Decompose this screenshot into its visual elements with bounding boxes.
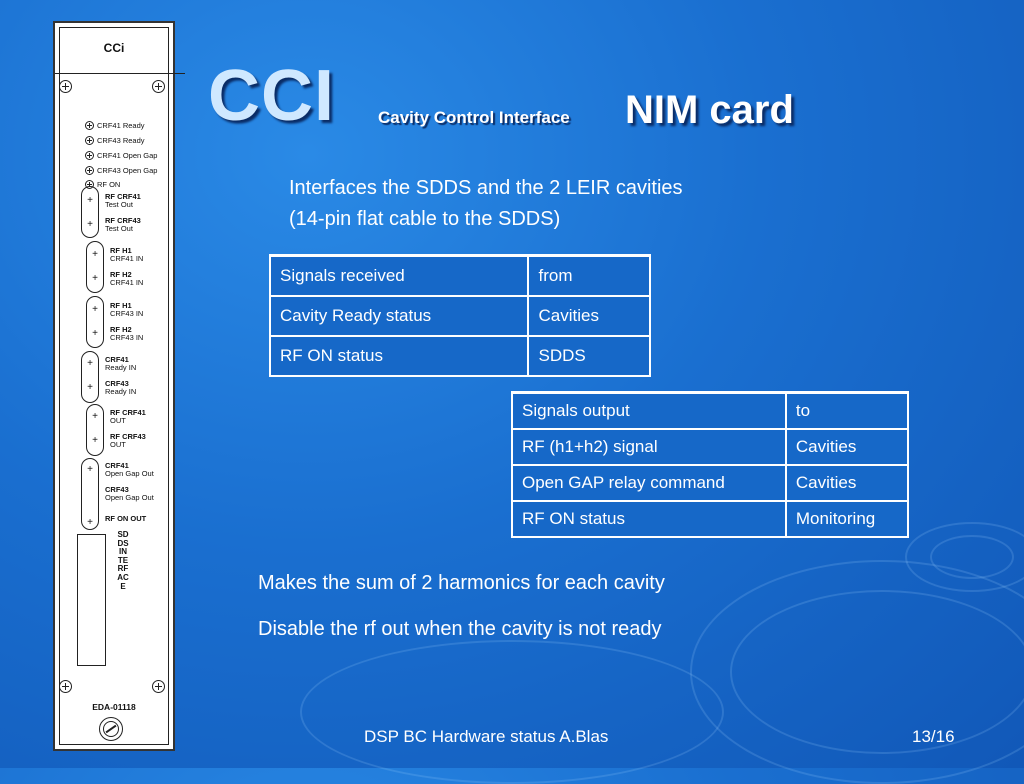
lemo-connector-icon: +: [87, 358, 93, 369]
table-row: [270, 256, 650, 297]
footer-text: DSP BC Hardware status A.Blas: [364, 727, 609, 746]
background-ripple: [690, 560, 1024, 784]
table-cell: Open GAP relay command: [512, 465, 786, 501]
panel-title: CCi: [103, 41, 125, 55]
connector-label: [105, 217, 141, 233]
lemo-connector-icon: +: [92, 435, 98, 446]
connector-label-line-1: RF H1: [110, 301, 132, 310]
connector-label-line-2: Open Gap Out: [105, 493, 154, 502]
table-header-cell: Signals output: [512, 393, 786, 430]
led-label: CRF43 Ready: [97, 135, 145, 145]
lemo-connector-icon: +: [92, 273, 98, 284]
lemo-connector-icon: +: [92, 328, 98, 339]
table-header-cell: from: [528, 256, 650, 297]
led-label: CRF43 Open Gap: [97, 165, 158, 175]
screw-icon: [59, 80, 72, 93]
connector-label-line-2: OUT: [110, 416, 126, 425]
connector-label: [105, 356, 136, 372]
connector-label: [110, 302, 143, 318]
connector-label: [110, 247, 143, 263]
led-label: CRF41 Open Gap: [97, 150, 158, 160]
connector-label: [110, 326, 143, 342]
sdds-interface-label: SDDS INTERFACE: [117, 530, 129, 591]
table-header-cell: Signals received: [270, 256, 528, 297]
status-led-row: [85, 164, 157, 176]
screw-icon: [152, 80, 165, 93]
lemo-connector-icon: +: [87, 219, 93, 230]
connector-label-line-1: RF ON OUT: [105, 514, 147, 523]
table-row: [270, 296, 650, 336]
status-led-row: [85, 119, 145, 131]
page-title: CCI: [208, 56, 335, 136]
table-row: [512, 465, 908, 501]
connector-label-line-2: Open Gap Out: [105, 469, 154, 478]
table-row: [512, 429, 908, 465]
connector-label: [105, 515, 146, 523]
connector-label-line-2: CRF43 IN: [110, 333, 144, 342]
led-indicator-icon: [85, 166, 94, 175]
table-cell: Cavities: [528, 296, 650, 336]
led-indicator-icon: [85, 136, 94, 145]
connector-label-line-1: RF CRF43: [105, 216, 141, 225]
connector-label-line-1: CRF41: [105, 461, 129, 470]
page-title-secondary: NIM card: [625, 88, 794, 132]
connector-label-line-1: RF CRF43: [110, 432, 146, 441]
connector-group: [81, 186, 99, 238]
lemo-connector-icon: +: [87, 195, 93, 206]
table-header-cell: to: [786, 393, 908, 430]
status-led-row: [85, 134, 145, 146]
screw-icon: [59, 680, 72, 693]
connector-label: [110, 433, 146, 449]
lemo-connector-icon: +: [87, 464, 93, 475]
lemo-connector-icon: +: [92, 249, 98, 260]
description-line-2: (14-pin flat cable to the SDDS): [289, 208, 561, 230]
connector-label: [110, 271, 143, 287]
lemo-connector-icon: +: [92, 304, 98, 315]
table-cell: Cavities: [786, 429, 908, 465]
nim-card-panel: [53, 21, 175, 751]
connector-label-line-1: CRF43: [105, 379, 129, 388]
table-cell: RF (h1+h2) signal: [512, 429, 786, 465]
connector-label: [105, 462, 154, 478]
table-cell: SDDS: [528, 336, 650, 376]
table-row: [512, 393, 908, 430]
lemo-connector-icon: +: [87, 517, 93, 528]
model-number: EDA-01118: [92, 702, 136, 712]
connector-label-line-1: RF H2: [110, 325, 132, 334]
signals-output-table: [511, 391, 909, 538]
lemo-connector-icon: +: [87, 382, 93, 393]
led-indicator-icon: [85, 121, 94, 130]
connector-label: [105, 193, 141, 209]
connector-label-line-2: Ready IN: [105, 387, 137, 396]
connector-label-line-2: Test Out: [105, 224, 133, 233]
led-label: CRF41 Ready: [97, 120, 145, 130]
signals-received-table: [269, 254, 651, 377]
page-subtitle: Cavity Control Interface: [378, 108, 570, 127]
table-row: [512, 501, 908, 537]
connector-label-line-1: RF H1: [110, 246, 132, 255]
lemo-connector-icon: +: [92, 411, 98, 422]
led-indicator-icon: [85, 151, 94, 160]
table-cell: RF ON status: [512, 501, 786, 537]
connector-label-line-2: CRF41 IN: [110, 278, 144, 287]
connector-label-line-1: CRF41: [105, 355, 129, 364]
connector-label-line-1: RF H2: [110, 270, 132, 279]
background-ripple: [300, 640, 724, 784]
connector-label-line-2: Ready IN: [105, 363, 137, 372]
table-cell: Monitoring: [786, 501, 908, 537]
connector-label: [110, 409, 146, 425]
panel-divider: [55, 73, 185, 74]
sdds-connector-slot: [77, 534, 106, 666]
connector-label: [105, 380, 136, 396]
table-cell: Cavities: [786, 465, 908, 501]
led-label: RF ON: [97, 179, 121, 189]
connector-label-line-1: CRF43: [105, 485, 129, 494]
connector-label-line-2: CRF41 IN: [110, 254, 144, 263]
connector-label-line-2: CRF43 IN: [110, 309, 144, 318]
note-line-2: Disable the rf out when the cavity is not ready: [258, 618, 662, 640]
connector-label: [105, 486, 154, 502]
connector-label-line-2: Test Out: [105, 200, 133, 209]
connector-label-line-1: RF CRF41: [105, 192, 141, 201]
description-line-1: Interfaces the SDDS and the 2 LEIR cavities: [289, 177, 683, 199]
connector-label-line-2: OUT: [110, 440, 126, 449]
table-cell: RF ON status: [270, 336, 528, 376]
connector-label-line-1: RF CRF41: [110, 408, 146, 417]
screw-icon: [152, 680, 165, 693]
cern-logo-icon: [99, 717, 123, 741]
note-line-1: Makes the sum of 2 harmonics for each cavity: [258, 572, 665, 594]
table-cell: Cavity Ready status: [270, 296, 528, 336]
status-led-row: [85, 149, 157, 161]
table-row: [270, 336, 650, 376]
page-number: 13/16: [912, 727, 955, 746]
